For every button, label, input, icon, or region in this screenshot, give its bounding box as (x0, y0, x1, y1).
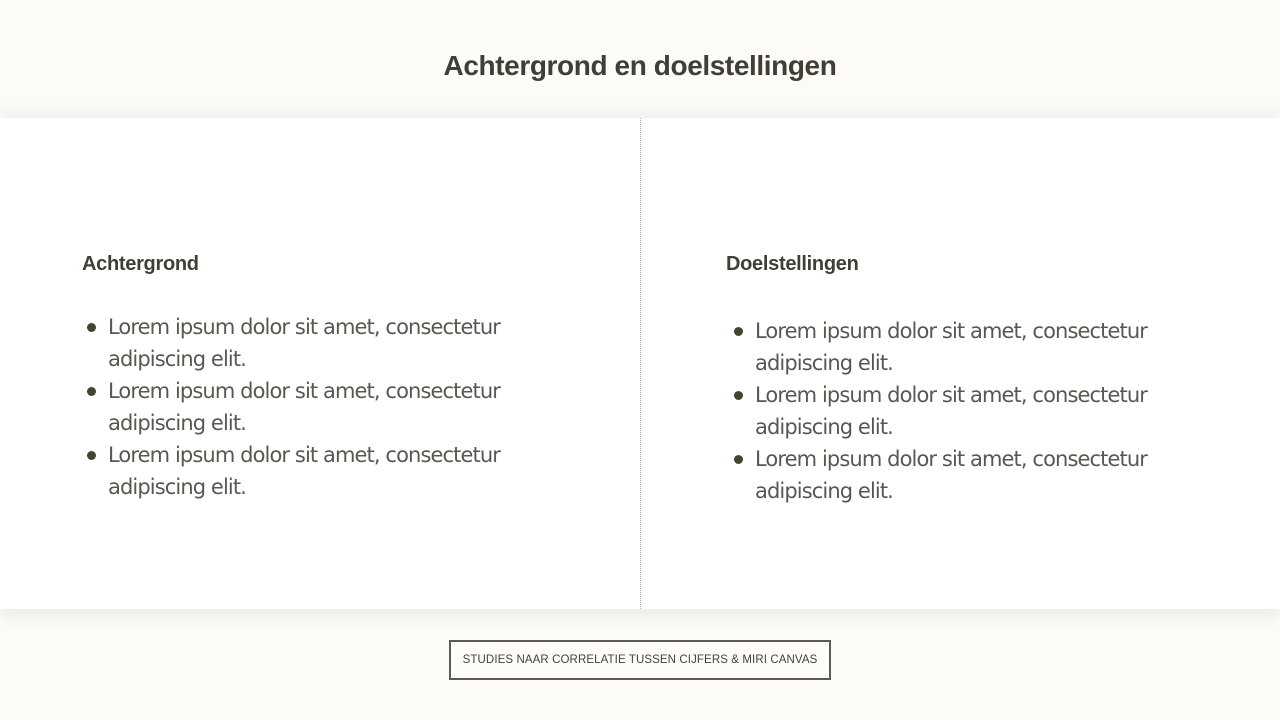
column-achtergrond (82, 118, 582, 609)
column-heading: Doelstellingen (726, 253, 859, 275)
list-item (729, 443, 1169, 507)
bullet-dot-icon (734, 327, 743, 336)
bullet-dot-icon (87, 323, 96, 332)
list-item-text: Lorem ipsum dolor sit amet, consectetur adipiscing elit. (755, 319, 1147, 375)
list-item-text: Lorem ipsum dolor sit amet, consectetur adipiscing elit. (108, 315, 500, 371)
bullet-list (82, 311, 522, 503)
bullet-dot-icon (734, 391, 743, 400)
column-divider (640, 118, 641, 609)
list-item-text: Lorem ipsum dolor sit amet, consectetur adipiscing elit. (108, 443, 500, 499)
list-item (82, 439, 522, 503)
list-item (82, 375, 522, 439)
list-item-text: Lorem ipsum dolor sit amet, consectetur adipiscing elit. (108, 379, 500, 435)
footer-label: STUDIES NAAR CORRELATIE TUSSEN CIJFERS & MIRI CANVAS (462, 654, 818, 666)
list-item-text: Lorem ipsum dolor sit amet, consectetur adipiscing elit. (755, 383, 1147, 439)
content-panel (0, 118, 1280, 609)
list-item-text: Lorem ipsum dolor sit amet, consectetur adipiscing elit. (755, 447, 1147, 503)
bullet-dot-icon (87, 451, 96, 460)
bullet-dot-icon (734, 455, 743, 464)
bullet-dot-icon (87, 387, 96, 396)
list-item (729, 379, 1169, 443)
column-doelstellingen (726, 118, 1226, 609)
list-item (729, 315, 1169, 379)
footer-label-box (449, 640, 831, 680)
bullet-list (729, 315, 1169, 507)
column-heading: Achtergrond (82, 253, 199, 275)
list-item (82, 311, 522, 375)
page-title: Achtergrond en doelstellingen (443, 50, 837, 81)
